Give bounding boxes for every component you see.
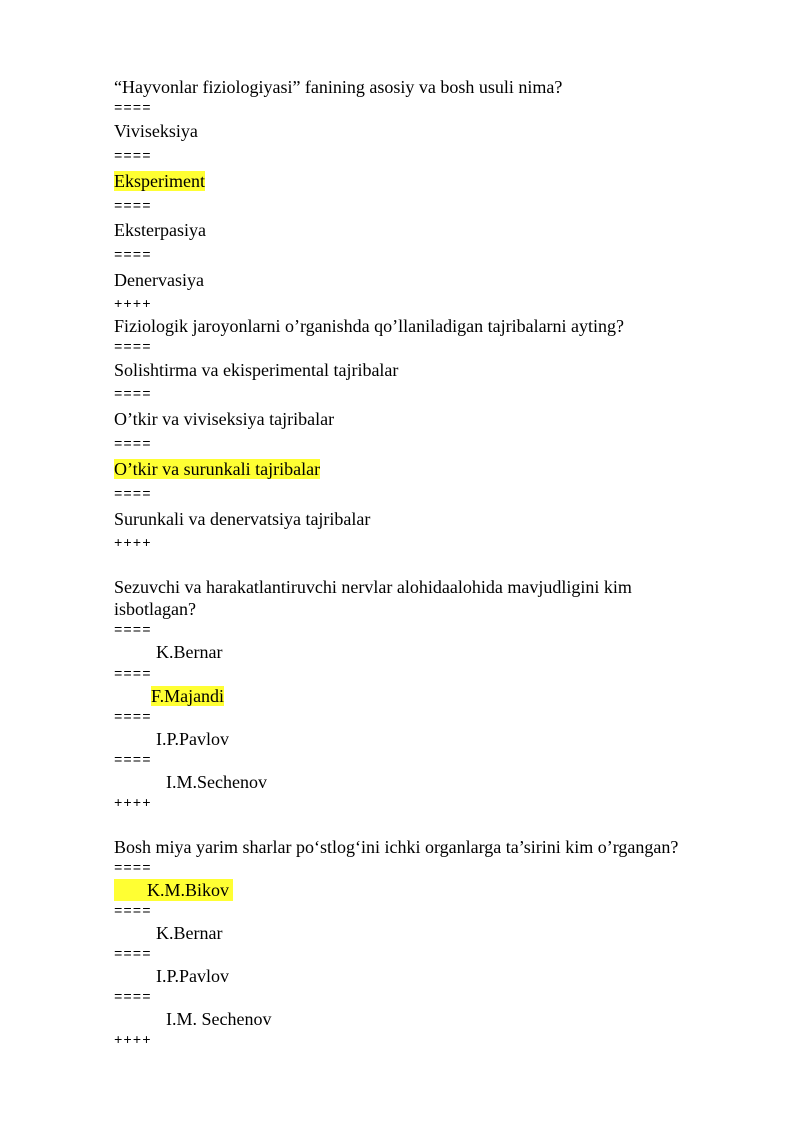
q4-option-4: I.M. Sechenov — [166, 1009, 272, 1029]
option-separator: ==== — [114, 101, 152, 117]
question-3-text-line-1: Sezuvchi va harakatlantiruvchi nervlar alohidaalohida mavjudligini kim — [114, 577, 632, 597]
option-separator: ==== — [114, 149, 152, 165]
q3-option-2-correct: F.Majandi — [151, 686, 225, 706]
question-end-marker: ++++ — [114, 297, 152, 313]
q4-option-2: K.Bernar — [156, 923, 223, 943]
option-separator: ==== — [114, 199, 152, 215]
q3-option-3: I.P.Pavlov — [156, 729, 230, 749]
option-separator: ==== — [114, 753, 152, 769]
q2-option-2: O’tkir va viviseksiya tajribalar — [114, 409, 335, 429]
question-end-marker: ++++ — [114, 1033, 152, 1049]
question-2-text: Fiziologik jaroyonlarni o’rganishda qo’llaniladigan tajribalarni ayting? — [114, 316, 625, 336]
option-separator: ==== — [114, 487, 152, 503]
q1-option-2-correct: Eksperiment — [114, 171, 205, 191]
option-separator: ==== — [114, 904, 152, 920]
option-separator: ==== — [114, 437, 152, 453]
option-separator: ==== — [114, 667, 152, 683]
q2-option-3-correct: O’tkir va surunkali tajribalar — [114, 459, 321, 479]
option-separator: ==== — [114, 248, 152, 264]
q1-option-1: Viviseksiya — [114, 121, 198, 141]
q1-option-4: Denervasiya — [114, 270, 204, 290]
question-1-text: “Hayvonlar fiziologiyasi” fanining asosiy va bosh usuli nima? — [114, 77, 563, 97]
option-separator: ==== — [114, 947, 152, 963]
option-separator: ==== — [114, 623, 152, 639]
q2-option-1: Solishtirma va ekisperimental tajribalar — [114, 360, 399, 380]
q4-option-3: I.P.Pavlov — [156, 966, 230, 986]
question-end-marker: ++++ — [114, 536, 152, 552]
q4-option-1-correct: K.M.Bikov — [114, 879, 233, 901]
question-3-text-line-2: isbotlagan? — [114, 599, 196, 619]
option-separator: ==== — [114, 710, 152, 726]
question-4-text: Bosh miya yarim sharlar po‘stlog‘ini ichki organlarga ta’sirini kim o’rgangan? — [114, 837, 679, 857]
option-separator: ==== — [114, 990, 152, 1006]
q1-option-3: Eksterpasiya — [114, 220, 206, 240]
q3-option-1: K.Bernar — [156, 642, 223, 662]
question-end-marker: ++++ — [114, 796, 152, 812]
q2-option-4: Surunkali va denervatsiya tajribalar — [114, 509, 371, 529]
q3-option-4: I.M.Sechenov — [166, 772, 267, 792]
option-separator: ==== — [114, 340, 152, 356]
option-separator: ==== — [114, 861, 152, 877]
option-separator: ==== — [114, 387, 152, 403]
